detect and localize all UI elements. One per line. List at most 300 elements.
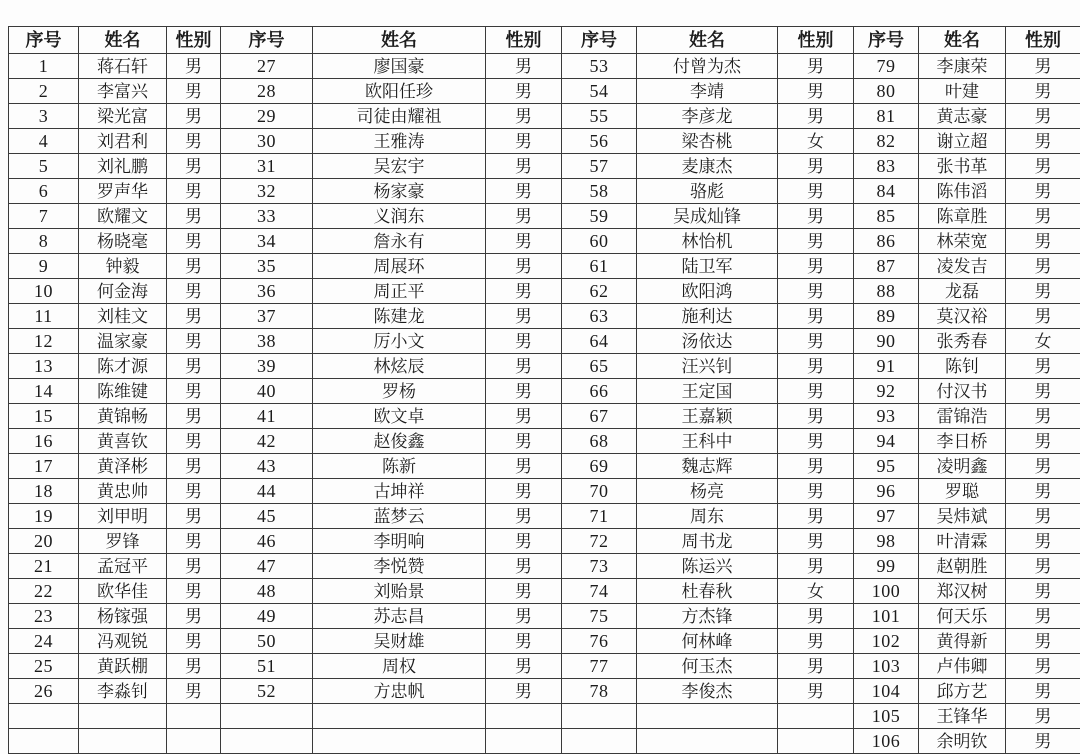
name-cell: [313, 729, 486, 754]
name-cell: 周东: [637, 504, 778, 529]
serial-cell: 69: [562, 454, 637, 479]
name-cell: 魏志辉: [637, 454, 778, 479]
serial-cell: [221, 704, 313, 729]
serial-cell: 14: [9, 379, 79, 404]
serial-cell: 1: [9, 54, 79, 79]
serial-cell: 55: [562, 104, 637, 129]
gender-cell: 男: [1006, 454, 1080, 479]
gender-cell: 男: [486, 329, 562, 354]
gender-cell: 男: [167, 404, 221, 429]
serial-cell: 75: [562, 604, 637, 629]
serial-cell: 73: [562, 554, 637, 579]
table-row: [9, 429, 1080, 454]
gender-cell: 男: [778, 279, 854, 304]
gender-cell: 男: [778, 379, 854, 404]
serial-cell: 85: [854, 204, 919, 229]
gender-cell: [167, 729, 221, 754]
gender-cell: 男: [167, 154, 221, 179]
gender-cell: 男: [778, 504, 854, 529]
serial-cell: 57: [562, 154, 637, 179]
column-header-gender: 性别: [486, 27, 562, 54]
gender-cell: 男: [1006, 229, 1080, 254]
gender-cell: 男: [1006, 579, 1080, 604]
table-row: [9, 554, 1080, 579]
serial-cell: 43: [221, 454, 313, 479]
name-cell: 林炫辰: [313, 354, 486, 379]
name-cell: 凌明鑫: [919, 454, 1006, 479]
name-cell: 孟冠平: [79, 554, 167, 579]
name-cell: 李富兴: [79, 79, 167, 104]
serial-cell: 70: [562, 479, 637, 504]
gender-cell: [486, 704, 562, 729]
table-row: [9, 304, 1080, 329]
serial-cell: 61: [562, 254, 637, 279]
gender-cell: 男: [1006, 679, 1080, 704]
serial-cell: 29: [221, 104, 313, 129]
serial-cell: 18: [9, 479, 79, 504]
name-cell: 陈维键: [79, 379, 167, 404]
serial-cell: 101: [854, 604, 919, 629]
serial-cell: 79: [854, 54, 919, 79]
gender-cell: 男: [1006, 654, 1080, 679]
name-cell: 古坤祥: [313, 479, 486, 504]
serial-cell: 16: [9, 429, 79, 454]
gender-cell: 女: [778, 129, 854, 154]
gender-cell: 男: [778, 79, 854, 104]
name-cell: 邱方艺: [919, 679, 1006, 704]
gender-cell: 男: [778, 104, 854, 129]
gender-cell: 男: [486, 629, 562, 654]
serial-cell: 30: [221, 129, 313, 154]
column-header-name: 姓名: [79, 27, 167, 54]
name-cell: 黄志豪: [919, 104, 1006, 129]
gender-cell: 男: [778, 229, 854, 254]
name-cell: [79, 704, 167, 729]
serial-cell: 62: [562, 279, 637, 304]
gender-cell: 男: [167, 679, 221, 704]
table-row: [9, 354, 1080, 379]
serial-cell: 102: [854, 629, 919, 654]
serial-cell: 106: [854, 729, 919, 754]
name-cell: 谢立超: [919, 129, 1006, 154]
column-header-serial: 序号: [854, 27, 919, 54]
name-cell: 李俊杰: [637, 679, 778, 704]
serial-cell: 78: [562, 679, 637, 704]
gender-cell: 男: [1006, 529, 1080, 554]
gender-cell: 男: [486, 579, 562, 604]
table-row: [9, 379, 1080, 404]
gender-cell: 男: [1006, 604, 1080, 629]
gender-cell: 女: [1006, 329, 1080, 354]
name-cell: 赵俊鑫: [313, 429, 486, 454]
name-cell: 刘贻景: [313, 579, 486, 604]
serial-cell: 20: [9, 529, 79, 554]
name-cell: 杨镓强: [79, 604, 167, 629]
name-cell: 骆彪: [637, 179, 778, 204]
serial-cell: 27: [221, 54, 313, 79]
name-cell: 林荣宽: [919, 229, 1006, 254]
name-cell: 周权: [313, 654, 486, 679]
gender-cell: 男: [167, 79, 221, 104]
serial-cell: 3: [9, 104, 79, 129]
name-cell: 何玉杰: [637, 654, 778, 679]
name-cell: 欧华佳: [79, 579, 167, 604]
name-cell: 郑汉树: [919, 579, 1006, 604]
name-cell: 张秀春: [919, 329, 1006, 354]
serial-cell: 64: [562, 329, 637, 354]
gender-cell: 男: [167, 529, 221, 554]
gender-cell: 男: [778, 454, 854, 479]
gender-cell: 男: [486, 654, 562, 679]
column-header-name: 姓名: [313, 27, 486, 54]
table-row: [9, 54, 1080, 79]
gender-cell: 男: [167, 629, 221, 654]
name-cell: 方杰锋: [637, 604, 778, 629]
name-cell: 莫汉裕: [919, 304, 1006, 329]
serial-cell: 72: [562, 529, 637, 554]
gender-cell: 男: [1006, 729, 1080, 754]
serial-cell: 68: [562, 429, 637, 454]
gender-cell: 男: [1006, 304, 1080, 329]
column-header-gender: 性别: [778, 27, 854, 54]
gender-cell: [486, 729, 562, 754]
roster-table: [8, 26, 1080, 754]
name-cell: [313, 704, 486, 729]
gender-cell: 男: [1006, 279, 1080, 304]
table-row: [9, 454, 1080, 479]
gender-cell: 男: [1006, 379, 1080, 404]
serial-cell: 53: [562, 54, 637, 79]
serial-cell: 36: [221, 279, 313, 304]
gender-cell: 男: [778, 654, 854, 679]
gender-cell: 男: [167, 479, 221, 504]
serial-cell: 100: [854, 579, 919, 604]
gender-cell: 男: [167, 54, 221, 79]
name-cell: 李淼钊: [79, 679, 167, 704]
gender-cell: 男: [486, 554, 562, 579]
serial-cell: 37: [221, 304, 313, 329]
name-cell: 欧耀文: [79, 204, 167, 229]
gender-cell: 男: [778, 479, 854, 504]
serial-cell: 2: [9, 79, 79, 104]
name-cell: 蓝梦云: [313, 504, 486, 529]
table-row: [9, 504, 1080, 529]
name-cell: 王嘉颖: [637, 404, 778, 429]
name-cell: 苏志昌: [313, 604, 486, 629]
header-row: [9, 27, 1080, 54]
gender-cell: 男: [778, 529, 854, 554]
gender-cell: 男: [486, 254, 562, 279]
name-cell: 杨家豪: [313, 179, 486, 204]
serial-cell: 98: [854, 529, 919, 554]
roster-table-header: [9, 27, 1080, 54]
gender-cell: 男: [778, 554, 854, 579]
serial-cell: 46: [221, 529, 313, 554]
name-cell: 温家豪: [79, 329, 167, 354]
name-cell: 吴炜斌: [919, 504, 1006, 529]
serial-cell: 51: [221, 654, 313, 679]
name-cell: 余明钦: [919, 729, 1006, 754]
name-cell: 欧阳鸿: [637, 279, 778, 304]
serial-cell: [9, 704, 79, 729]
serial-cell: 34: [221, 229, 313, 254]
table-row: [9, 604, 1080, 629]
gender-cell: 男: [486, 404, 562, 429]
name-cell: 何林峰: [637, 629, 778, 654]
name-cell: 黄得新: [919, 629, 1006, 654]
table-row: [9, 104, 1080, 129]
name-cell: 卢伟卿: [919, 654, 1006, 679]
serial-cell: 32: [221, 179, 313, 204]
gender-cell: 男: [778, 604, 854, 629]
serial-cell: 10: [9, 279, 79, 304]
serial-cell: 23: [9, 604, 79, 629]
name-cell: 李靖: [637, 79, 778, 104]
serial-cell: 88: [854, 279, 919, 304]
serial-cell: 96: [854, 479, 919, 504]
gender-cell: 男: [778, 429, 854, 454]
gender-cell: 男: [486, 379, 562, 404]
serial-cell: 87: [854, 254, 919, 279]
table-row: [9, 654, 1080, 679]
table-row: [9, 179, 1080, 204]
serial-cell: 97: [854, 504, 919, 529]
serial-cell: 84: [854, 179, 919, 204]
gender-cell: 男: [486, 429, 562, 454]
name-cell: 付汉书: [919, 379, 1006, 404]
name-cell: 刘桂文: [79, 304, 167, 329]
name-cell: 王定国: [637, 379, 778, 404]
name-cell: 刘甲明: [79, 504, 167, 529]
column-header-name: 姓名: [919, 27, 1006, 54]
gender-cell: 男: [778, 179, 854, 204]
serial-cell: 104: [854, 679, 919, 704]
gender-cell: 男: [167, 454, 221, 479]
name-cell: 陈运兴: [637, 554, 778, 579]
name-cell: 李康荣: [919, 54, 1006, 79]
name-cell: 王雅涛: [313, 129, 486, 154]
serial-cell: 103: [854, 654, 919, 679]
column-header-serial: 序号: [221, 27, 313, 54]
name-cell: 李日桥: [919, 429, 1006, 454]
serial-cell: 76: [562, 629, 637, 654]
name-cell: 欧阳任珍: [313, 79, 486, 104]
table-row: [9, 229, 1080, 254]
serial-cell: 105: [854, 704, 919, 729]
serial-cell: 5: [9, 154, 79, 179]
gender-cell: 男: [1006, 404, 1080, 429]
serial-cell: [562, 729, 637, 754]
serial-cell: 94: [854, 429, 919, 454]
gender-cell: 男: [778, 304, 854, 329]
serial-cell: 71: [562, 504, 637, 529]
gender-cell: 男: [778, 254, 854, 279]
name-cell: 黄跃棚: [79, 654, 167, 679]
table-row: [9, 254, 1080, 279]
name-cell: 雷锦浩: [919, 404, 1006, 429]
gender-cell: 男: [167, 179, 221, 204]
name-cell: 梁光富: [79, 104, 167, 129]
serial-cell: 44: [221, 479, 313, 504]
name-cell: 陈伟滔: [919, 179, 1006, 204]
gender-cell: 男: [1006, 79, 1080, 104]
name-cell: 欧文卓: [313, 404, 486, 429]
table-row: [9, 79, 1080, 104]
serial-cell: 45: [221, 504, 313, 529]
name-cell: 义润东: [313, 204, 486, 229]
column-header-serial: 序号: [9, 27, 79, 54]
serial-cell: 17: [9, 454, 79, 479]
gender-cell: 男: [167, 229, 221, 254]
gender-cell: 女: [778, 579, 854, 604]
column-header-gender: 性别: [1006, 27, 1080, 54]
gender-cell: 男: [167, 654, 221, 679]
gender-cell: [778, 704, 854, 729]
serial-cell: 92: [854, 379, 919, 404]
gender-cell: 男: [778, 354, 854, 379]
name-cell: 杨晓毫: [79, 229, 167, 254]
gender-cell: 男: [167, 204, 221, 229]
serial-cell: 93: [854, 404, 919, 429]
name-cell: 黄锦畅: [79, 404, 167, 429]
gender-cell: 男: [486, 604, 562, 629]
serial-cell: 74: [562, 579, 637, 604]
name-cell: 何金海: [79, 279, 167, 304]
gender-cell: 男: [167, 279, 221, 304]
table-row: [9, 279, 1080, 304]
serial-cell: 77: [562, 654, 637, 679]
serial-cell: 39: [221, 354, 313, 379]
name-cell: 刘君利: [79, 129, 167, 154]
serial-cell: 12: [9, 329, 79, 354]
gender-cell: 男: [167, 604, 221, 629]
name-cell: [637, 729, 778, 754]
name-cell: 陈新: [313, 454, 486, 479]
serial-cell: 22: [9, 579, 79, 604]
serial-cell: 41: [221, 404, 313, 429]
gender-cell: 男: [486, 454, 562, 479]
serial-cell: 67: [562, 404, 637, 429]
gender-cell: 男: [1006, 354, 1080, 379]
gender-cell: 男: [167, 129, 221, 154]
name-cell: 黄喜钦: [79, 429, 167, 454]
name-cell: 张书革: [919, 154, 1006, 179]
serial-cell: 15: [9, 404, 79, 429]
serial-cell: 52: [221, 679, 313, 704]
name-cell: 周书龙: [637, 529, 778, 554]
serial-cell: 26: [9, 679, 79, 704]
gender-cell: 男: [486, 204, 562, 229]
gender-cell: 男: [1006, 629, 1080, 654]
gender-cell: 男: [1006, 254, 1080, 279]
serial-cell: 65: [562, 354, 637, 379]
serial-cell: 9: [9, 254, 79, 279]
gender-cell: 男: [778, 204, 854, 229]
name-cell: 汪兴钊: [637, 354, 778, 379]
name-cell: 司徒由耀祖: [313, 104, 486, 129]
serial-cell: 66: [562, 379, 637, 404]
name-cell: 詹永有: [313, 229, 486, 254]
serial-cell: 50: [221, 629, 313, 654]
serial-cell: 47: [221, 554, 313, 579]
serial-cell: 48: [221, 579, 313, 604]
column-header-serial: 序号: [562, 27, 637, 54]
serial-cell: [221, 729, 313, 754]
table-row: [9, 579, 1080, 604]
name-cell: 杨亮: [637, 479, 778, 504]
serial-cell: 38: [221, 329, 313, 354]
gender-cell: 男: [1006, 204, 1080, 229]
name-cell: 吴宏宇: [313, 154, 486, 179]
gender-cell: [167, 704, 221, 729]
gender-cell: 男: [778, 329, 854, 354]
gender-cell: 男: [1006, 154, 1080, 179]
serial-cell: 40: [221, 379, 313, 404]
name-cell: 黄忠帅: [79, 479, 167, 504]
name-cell: 陈才源: [79, 354, 167, 379]
serial-cell: 21: [9, 554, 79, 579]
gender-cell: 男: [486, 179, 562, 204]
name-cell: 施利达: [637, 304, 778, 329]
name-cell: 梁杏桃: [637, 129, 778, 154]
gender-cell: 男: [486, 504, 562, 529]
gender-cell: 男: [778, 629, 854, 654]
name-cell: 凌发吉: [919, 254, 1006, 279]
gender-cell: 男: [167, 504, 221, 529]
gender-cell: 男: [1006, 554, 1080, 579]
serial-cell: 91: [854, 354, 919, 379]
gender-cell: 男: [1006, 504, 1080, 529]
serial-cell: 54: [562, 79, 637, 104]
name-cell: 吴财雄: [313, 629, 486, 654]
gender-cell: 男: [778, 54, 854, 79]
table-row: [9, 329, 1080, 354]
name-cell: 王锋华: [919, 704, 1006, 729]
serial-cell: 95: [854, 454, 919, 479]
serial-cell: 81: [854, 104, 919, 129]
gender-cell: 男: [167, 254, 221, 279]
serial-cell: 49: [221, 604, 313, 629]
gender-cell: 男: [486, 129, 562, 154]
gender-cell: 男: [1006, 54, 1080, 79]
serial-cell: 86: [854, 229, 919, 254]
serial-cell: 80: [854, 79, 919, 104]
serial-cell: 59: [562, 204, 637, 229]
name-cell: 林怡机: [637, 229, 778, 254]
serial-cell: 90: [854, 329, 919, 354]
table-row: [9, 529, 1080, 554]
gender-cell: 男: [167, 304, 221, 329]
name-cell: 周展环: [313, 254, 486, 279]
name-cell: 陆卫军: [637, 254, 778, 279]
table-row: [9, 204, 1080, 229]
name-cell: 厉小文: [313, 329, 486, 354]
gender-cell: 男: [486, 104, 562, 129]
gender-cell: 男: [1006, 104, 1080, 129]
name-cell: 赵朝胜: [919, 554, 1006, 579]
gender-cell: 男: [1006, 179, 1080, 204]
name-cell: 罗聪: [919, 479, 1006, 504]
gender-cell: 男: [1006, 429, 1080, 454]
name-cell: 陈钊: [919, 354, 1006, 379]
table-row: [9, 629, 1080, 654]
serial-cell: 19: [9, 504, 79, 529]
name-cell: 冯观锐: [79, 629, 167, 654]
name-cell: 李彦龙: [637, 104, 778, 129]
serial-cell: 33: [221, 204, 313, 229]
name-cell: 王科中: [637, 429, 778, 454]
serial-cell: 25: [9, 654, 79, 679]
